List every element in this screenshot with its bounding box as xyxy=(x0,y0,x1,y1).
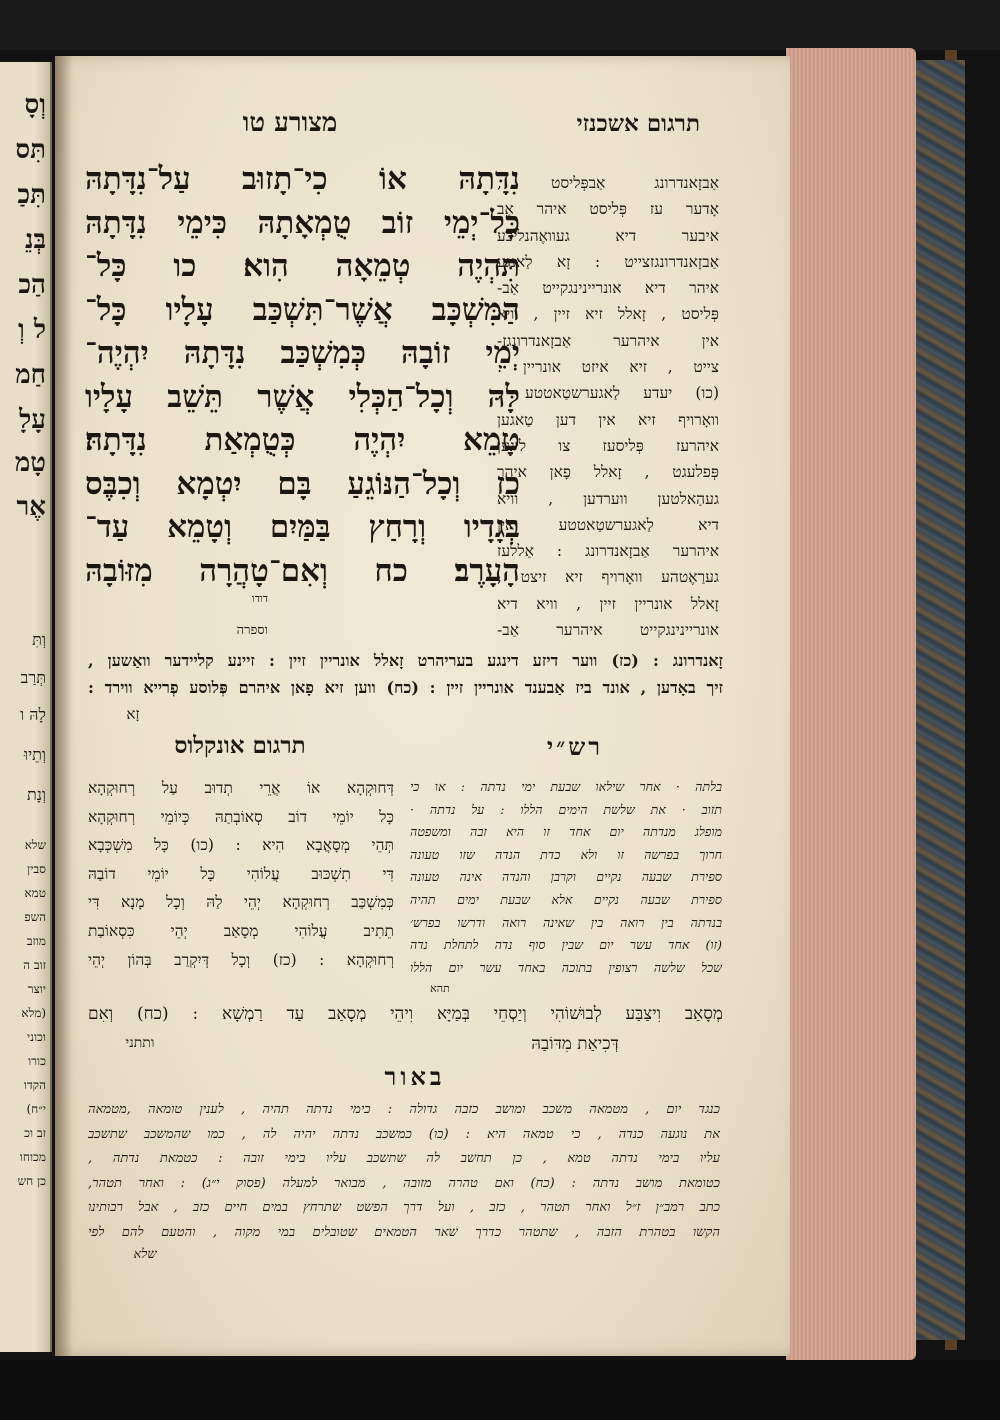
translation-line: אַבזָאנדרונג אַבפְּליסט , xyxy=(497,174,719,192)
onkelos-line: תֵתִיב עֲלוֹהִי מְסָאַב יְהֵי כִּסְאוֹבַת xyxy=(88,921,394,940)
left-page-fragment: תִּס xyxy=(15,135,46,165)
onkelos-line: דִּי תִשְׁכּוּב עֲלוֹהִי כָּל יוֹמֵי דוֹבַהּ xyxy=(88,864,394,883)
marbled-cover xyxy=(912,60,965,1340)
left-page-fragment: טָמ xyxy=(14,448,46,478)
rashi-line: חרוך בפרשה זו ולא כדת הנדה שזו טעונה xyxy=(410,846,722,862)
left-page-fragment: השפ xyxy=(24,910,46,924)
translation-line: זָאלל אונריין זיין , וויא דיא xyxy=(497,594,719,613)
left-page-fragment: כורו xyxy=(28,1054,46,1068)
left-page-fragment: אֶר xyxy=(16,492,46,522)
biur-header: באור xyxy=(384,1062,446,1091)
left-page-fragment: לָהּ ו xyxy=(20,705,46,724)
background-cloth xyxy=(0,0,1000,50)
left-page-fragment: י״ח) xyxy=(26,1102,46,1116)
translation-line: איהר דיא אונריינינגקייט אַב- xyxy=(497,279,719,298)
biur-line: כטומאת מושב נדתה : (כח) ואם טהרה מזובה , מבואר למעלה (פסוק י״ג) : ואחר תטהר, xyxy=(88,1175,720,1191)
onkelos-header: תרגום אונקלוס xyxy=(174,732,306,759)
left-page-fragment: הקדו xyxy=(23,1078,46,1092)
onkelos-line: רְחוּקְהָא : (כז) וְכָל דְּיִקְרַב בְּהוֹן יְהֵי xyxy=(88,950,394,969)
left-page-fragment: מכוחו xyxy=(19,1150,46,1164)
left-page-fragment: שלא xyxy=(24,838,46,852)
translation-line: פְּפלעגט , זָאלל פָאן איהר xyxy=(497,463,719,482)
page-edges xyxy=(786,48,916,1360)
translation-wide-line: זיך באָדען , אונד ביז אַבענד אונריין זיין : (כח) ווען זיא פָאן איהרם פְּלוסע פְרייא ווירד : xyxy=(88,678,723,697)
left-page-fragment: מוזב xyxy=(26,934,46,948)
translation-line: אָדער עז פְּליסט איהר אַב xyxy=(497,200,719,219)
translation-wide-line: זָאנדרונג : (כז) ווער דיזע דינגע בעריהרט זָאלל אונריין זיין : זיינע קליידער וואַשען , xyxy=(88,651,723,670)
biur-commentary-column xyxy=(88,1098,720,1245)
biur-line: את נוגעה כנדה , כי טמאה היא : (כו) כמשכב נדתה יהיה לה , כמו שהמשכב שתשכב xyxy=(88,1126,720,1142)
running-header-targum-ashkenazi: תרגום אשכנזי xyxy=(576,110,700,137)
translation-line: (כו) יעדע לַאגערשטַאטטע , xyxy=(497,384,719,403)
translation-line: אונריינינגקייט איהרער אַב- xyxy=(497,621,719,640)
gutter-shadow xyxy=(55,56,73,1356)
left-page-fragment: סבין xyxy=(27,862,46,876)
left-page-fragment: הַכ xyxy=(18,270,46,300)
translation-line: גערַאֶטהע וואָרויף זיא זיצט , xyxy=(497,568,719,587)
biur-line: עליו בימי נדתה טמא , כן תחשב לה שתשכב עליו בימי זובה : כטמאת נדתה , xyxy=(88,1151,720,1166)
left-page-fragment: יוצר xyxy=(27,982,46,996)
ashkenazi-translation-column xyxy=(497,170,719,643)
left-page-fragment: עָלָ xyxy=(19,405,46,435)
left-page-fragment: ל וְ xyxy=(18,315,46,345)
catchword: וספרה xyxy=(236,623,268,638)
left-page-fragment: וְסָ xyxy=(24,90,46,120)
rashi-commentary-column xyxy=(410,776,722,979)
verse-line: כָּל־יְמֵי זוֹב טֻמְאָתָהּ כִּימֵי נִדָּתָהּ xyxy=(85,204,520,241)
table-surface xyxy=(0,1360,1000,1420)
rashi-catchword: תהא xyxy=(430,982,450,995)
catchword: ותתני xyxy=(125,1035,155,1051)
onkelos-wide-line: מְסָאַב וִיצַבַּע לְבוּשׁוֹהִי וְיַסְחֵי בְּמַיָּא וִיהֵי מְסָאַב עַד רַמְשָׁא : (כח) וְאִם xyxy=(88,1004,723,1024)
onkelos-line: כְּמִשְׁכַּב רְחוּקְהָא יְהֵי לַהּ וְכָל מָנָא דִּי xyxy=(88,893,394,912)
left-page-fragment: וכוני xyxy=(26,1030,46,1044)
translation-line: איהרער אַבזָאנדרונג : אַללעז xyxy=(497,542,719,561)
rashi-line: ספירת שבעה נקיים אלא שבעת ימים תהיה xyxy=(410,891,722,907)
translation-line: דיא לַאגערשטַאטטע אין xyxy=(497,515,719,534)
left-page-fragment: תְּרַב xyxy=(20,668,46,687)
rashi-line: שכל שלשה רצופין בתוכה באחד עשר יום הללו xyxy=(410,959,722,975)
left-page-fragment: וְנָת xyxy=(26,785,46,804)
rashi-line: בלתה · אחר שילאו שבעת ימי נדתה : או כי xyxy=(410,779,722,794)
torah-text-note: דודו xyxy=(251,592,269,605)
verse-line: נִדָּתָהּ אוֹ כִי־תָזוּב עַל־נִדָּתָהּ xyxy=(85,161,520,197)
translation-line: אַבזָאנדרונגזצייט : זָא לַאנגע xyxy=(497,252,719,271)
verse-line: לָּהּ וְכָל־הַכְּלִי אֲשֶׁר תֵּשֵׁב עָלָיו xyxy=(85,378,520,415)
translation-line: צייט , זיא איזט אונריין : xyxy=(497,358,719,377)
translation-line: איבער דיא געוואֶהנליכע xyxy=(497,226,719,245)
left-page-fragment: טמא xyxy=(24,886,46,900)
torah-text-block xyxy=(85,158,520,593)
verse-line: בְּגָדָיו וְרָחַץ בַּמַּיִם וְטָמֵא עַד־ xyxy=(85,509,520,545)
translation-line: געהַאלטען ווערדען , וויא xyxy=(497,489,719,508)
rashi-line: (זו) אחד עשר יום שבין סוף נדה לתחלת נדה xyxy=(410,937,722,953)
verse-line: טָמֵא יִהְיֶה כְּטֻמְאַת נִדָּתָהּ׃ xyxy=(85,422,520,458)
left-page-fragment: זוב ה xyxy=(23,958,46,972)
rashi-line: ספירת שבעה נקיים וקרבן והנדה אינה טעונה xyxy=(410,869,722,885)
onkelos-line: כָּל יוֹמֵי דוֹב סְאוֹבְתַהּ כְּיוֹמֵי רְחוּקְהָא xyxy=(88,807,394,826)
running-header-parasha: מצורע טו xyxy=(242,108,338,138)
left-page-fragment: זב וכ xyxy=(24,1126,46,1140)
translation-line: איהרעז פְּליסעז צו ליגען xyxy=(497,436,719,455)
rashi-line: בנדתה בין רואה בין שאינה רואה ודרשו בפרש׳ xyxy=(410,914,722,930)
rashi-line: תזוב · את שלשת הימים הללו : על נדתה · xyxy=(410,801,722,817)
translation-line: פְּליסט , זָאלל זיא זיין , וויא xyxy=(497,305,719,324)
left-page-fragment: בְּנֵ xyxy=(25,225,46,255)
signature-catchword: שלא xyxy=(133,1247,157,1262)
biur-line: כתב רמב״ן ז״ל ואחר תטהר , כזב , ועל דרך הפשט שתרחץ במים חיים כזב , אבל רבותינו xyxy=(88,1200,720,1215)
left-page-fragment: (מלא xyxy=(21,1006,46,1020)
catchword: דְּכִיאַת מִדּוֹבַהּ xyxy=(531,1034,619,1054)
verse-line: יְמֵי זוֹבָהּ כְּמִשְׁכַּב נִדָּתָהּ יִהְיֶה־ xyxy=(85,335,520,371)
translation-line: אין איהרער אַבזָאנדרונגז- xyxy=(497,331,719,350)
verse-line: הַמִּשְׁכָּב אֲשֶׁר־תִּשְׁכַּב עָלָיו כָּל־ xyxy=(85,291,520,328)
onkelos-targum-column xyxy=(88,774,394,974)
biur-line: כנגד יום , מטמאה משכב ומושב כזבה גדולה : כימי נדתה תהיה , לענין טומאה ,מטמאה xyxy=(88,1102,720,1117)
left-page-fragment: חַמ xyxy=(15,360,46,390)
rashi-line: מופלג מנדתה יום אחד זו היא זבה ומשפטה xyxy=(410,824,722,840)
verse-line: כז וְכָל־הַנּוֹגֵעַ בָּם יִטְמָא וְכִבֶּס xyxy=(85,465,520,502)
left-facing-page xyxy=(0,62,52,1352)
rashi-header: רש״י xyxy=(546,732,604,761)
verse-line: הָעָרֶב׃ כח וְאִם־טָהֲרָה מִזּוֹבָהּ xyxy=(85,552,520,589)
onkelos-line: דְּחוּקְהָא אוֹ אֲרֵי תְדוּב עַל רְחוּקְהָא xyxy=(88,779,394,797)
left-page-fragment: תִּכַ xyxy=(17,180,46,210)
catchword: זָא xyxy=(126,705,140,723)
verse-line: תִּהְיֶה טְמֵאָה הִוא׃ כו כָּל־ xyxy=(85,248,520,284)
left-page-fragment: כן חש xyxy=(17,1174,46,1188)
left-page-fragment: וְתִּ xyxy=(32,630,46,649)
onkelos-line: תְּהֵי מְסָאֲבָא הִיא : (כו) כָּל מִשְׁכְּבָא xyxy=(88,836,394,855)
translation-line: וואָרויף זיא אין דען טַאגען xyxy=(497,410,719,429)
biur-line: הקשו בטהרת הזבה , שתטהר כדרך שאר הטמאים שטובלים במי מקוה , והטעם להם לפי xyxy=(88,1224,720,1240)
left-page-fragment: וְתֵיוּ xyxy=(23,745,46,764)
